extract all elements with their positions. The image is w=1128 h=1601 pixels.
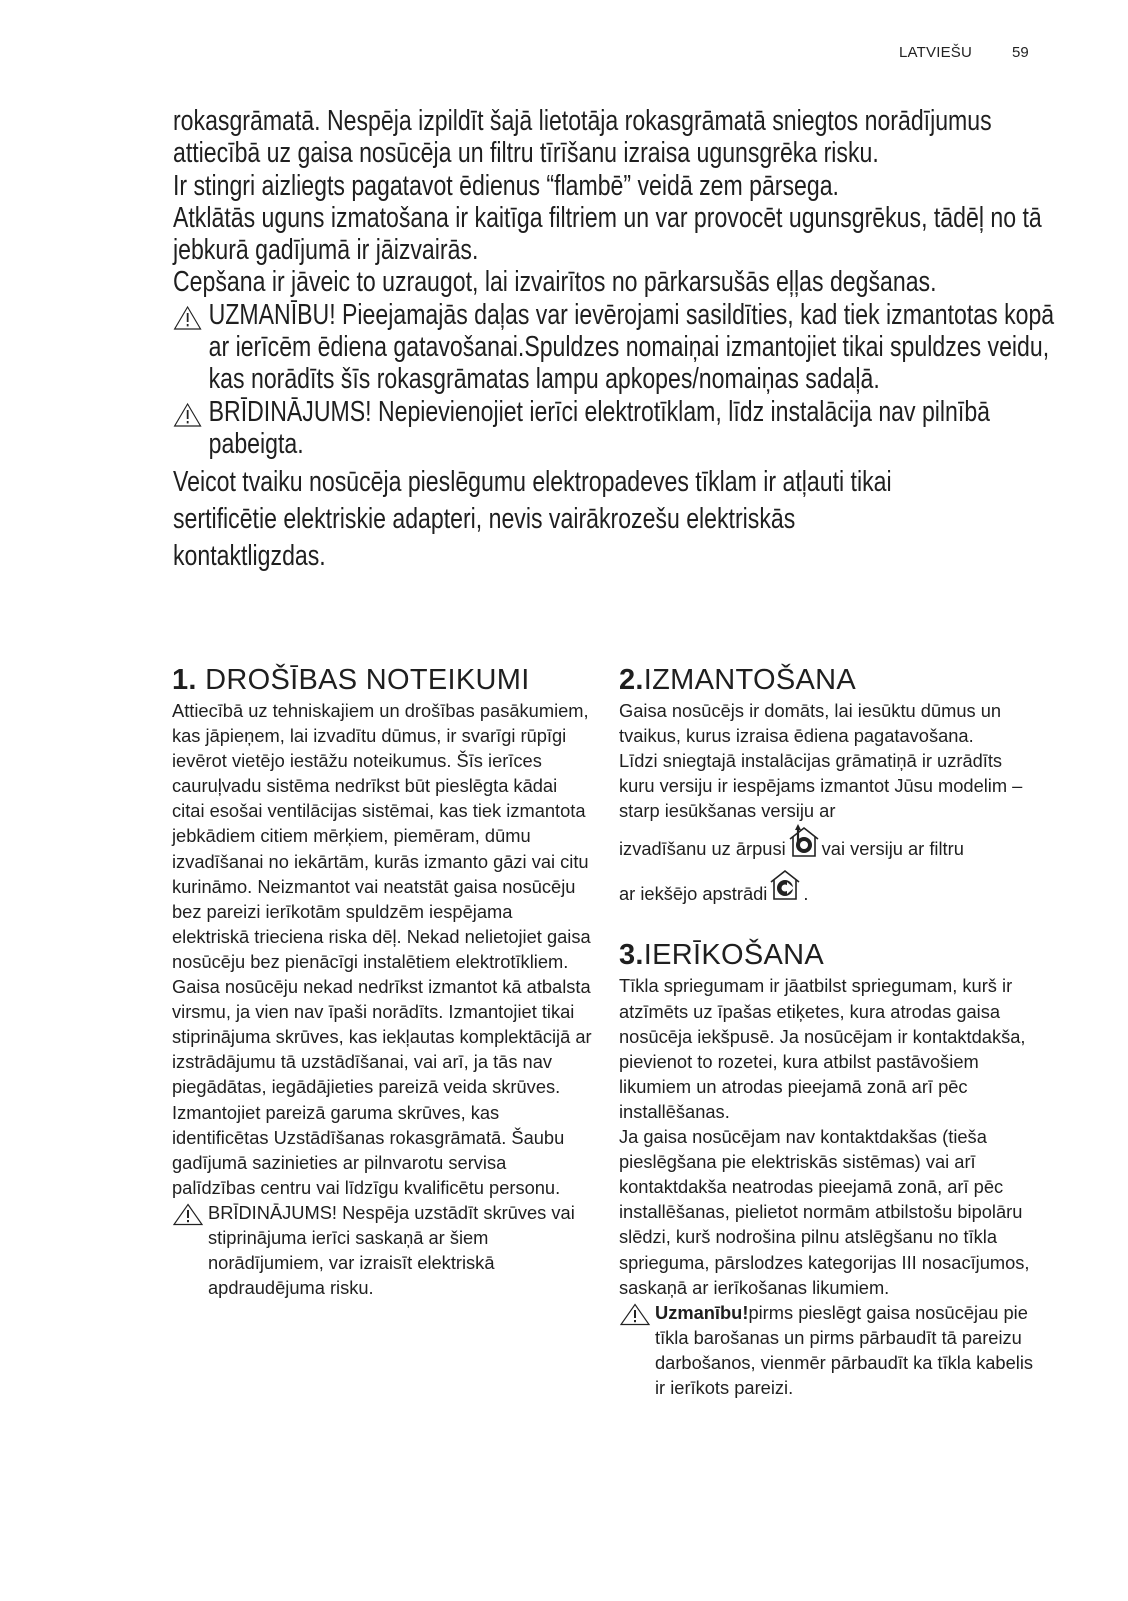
text-fragment: .: [803, 883, 809, 905]
intro-block: [173, 105, 1072, 575]
text-fragment: vai versiju ar filtru: [821, 838, 964, 860]
section-heading: [172, 662, 592, 698]
section-body: Gaisa nosūcējs ir domāts, lai iesūktu dūmus un tvaikus, kurus izraisa ēdiena pagatavošana.: [619, 700, 1002, 747]
warning-triangle-icon: [619, 1303, 651, 1326]
warning-text: BRĪDINĀJUMS! Nespēja uzstādīt skrūves vai stiprinājuma ierīci saskaņā ar šiem norādījumiem, var izraisīt elektriskā apdraudējuma risku.: [208, 1201, 575, 1299]
text-fragment: izvadīšanu uz ārpusi: [619, 838, 786, 860]
intro-paragraph: Ir stingri aizliegts pagatavot ēdienus “flambē” veidā zem pārsega.: [173, 169, 839, 202]
recirculation-house-icon: [768, 868, 802, 904]
section-usage-installation: [619, 662, 1039, 1400]
section-body: Līdzi sniegtajā instalācijas grāmatiņā ir uzrādīts kuru versiju ir iespējams izmantot Jūsu modelim – starp iesūkšanas versiju ar: [619, 750, 1023, 822]
section-body: Attiecībā uz tehniskajiem un drošības pasākumiem, kas jāpieņem, lai izvadītu dūmus, ir svarīgi rūpīgi ievērot vietējo iestāžu noteikumus. Šīs ierīces cauruļvadu sistēma nedrīkst būt pieslēgta kādai citai esošai ventilācijas sistēmai, kas tiek izmantota jebkādiem citiem mērķiem, piemēram, dūmu izvadīšanai no iekārtām, kurās izmanto gāzi vai citu kurināmo. Neizmantot vai neatstāt gaisa nosūcēju bez pareizi ierīkotām spuldzēm iespējama elektriskā trieciena riska dēļ. Nekad nelietojiet gaisa nosūcēju bez pienācīgi instalētiem elektrotīkliem. Gaisa nosūcēju nekad nedrīkst izmantot kā atbalsta virsmu, ja vien nav īpaši norādīts. Izmantojiet tikai stiprinājuma skrūves, kas iekļautas komplektācijā ar izstrādājumu tā uzstādīšanai, vai arī, ja tās nav piegādātas, iegādājieties pareizā veida skrūves. Izmantojiet pareizā garuma skrūves, kas identificētas Uzstādīšanas rokasgrāmatā. Šaubu gadījumā sazinieties ar pilnvarotu servisa palīdzības centru vai līdzīgu kvalificētu personu.: [172, 700, 592, 1198]
section-heading: [619, 662, 1039, 698]
warning-triangle-icon: [173, 305, 202, 331]
intro-paragraph: Cepšana ir jāveic to uzraugot, lai izvairītos no pārkarsušās eļļas degšanas.: [173, 266, 937, 299]
section-number: 1.: [172, 664, 197, 696]
intro-paragraph: Atklātās uguns izmatošana ir kaitīga filtriem un var provocēt ugunsgrēkus, tādēļ no tā jebkurā gadījumā ir jāizvairās.: [173, 201, 1042, 267]
warning-triangle-icon: [173, 402, 202, 428]
section-heading: [619, 937, 1039, 973]
warning-triangle-icon: [172, 1203, 204, 1226]
section-number: 3.: [619, 939, 644, 972]
safety-warning: [172, 1200, 592, 1300]
warning-text: UZMANĪBU! Pieejamajās daļas var ievērojami sasildīties, kad tiek izmantotas kopā ar ierīcēm ēdiena gatavošanai.Spuldzes nomaiņai izmantojiet tikai spuldzes veidu, kas norādīts šīs rokasgrāmatas lampu apkopes/nomaiņas sadaļā.: [208, 298, 1055, 396]
intro-warning: [173, 299, 1072, 396]
intro-paragraph: rokasgrāmatā. Nespēja izpildīt šajā lietotāja rokasgrāmatā sniegtos norādījumus attiecībā uz gaisa nosūcēja un filtru tīrīšanu izraisa ugunsgrēka risku.: [173, 105, 992, 170]
warning-text: BRĪDINĀJUMS! Nepievienojiet ierīci elektrotīklam, līdz instalācija nav pilnībā pabeigta.: [208, 395, 990, 460]
installation-warning: [619, 1300, 1039, 1400]
section-title: IERĪKOŠANA: [643, 939, 825, 972]
warning-text: [655, 1300, 1039, 1400]
intro-warning: [173, 396, 1072, 461]
intro-closing: Veicot tvaiku nosūcēja pieslēgumu elektropadeves tīklam ir atļauti tikai sertificētie elektriskie adapteri, nevis vairākrozešu elektriskās kontaktligzdas.: [173, 466, 892, 573]
language-label: LATVIEŠU: [899, 44, 973, 61]
exhaust-line: [619, 823, 1039, 868]
ducted-exhaust-house-icon: [787, 823, 821, 859]
section-number: 2.: [619, 664, 644, 696]
recirculation-line: [619, 868, 1039, 913]
section-body: Tīkla spriegumam ir jāatbilst spriegumam, kurš ir atzīmēts uz īpašas etiķetes, kura atrodas gaisa nosūcēja iekšpusē. Ja nosūcējam ir kontaktdakša, pievienot to rozetei, kura atbilst pastāvošiem likumiem un atrodas pieejamā zonā arī pēc installēšanas.: [619, 975, 1026, 1122]
section-safety: [172, 662, 592, 1300]
page-number: 59: [1012, 44, 1029, 61]
section-body: Ja gaisa nosūcējam nav kontaktdakšas (tieša pieslēgšana pie elektriskās sistēmas) vai arī kontaktdakša neatrodas pieejamā zonā, arī pēc installēšanas, pielietot normām atbilstošu bipolāru slēdzi, kurš nodrošina pilnu atslēgšanu no tīkla sprieguma, pārslodzes kategorijas III nosacījumos, saskaņā ar ierīkošanas likumiem.: [619, 1126, 1030, 1298]
section-title: DROŠĪBAS NOTEIKUMI: [196, 664, 530, 696]
warning-body: pirms pieslēgt gaisa nosūcējau pie tīkla barošanas un pirms pārbaudīt tā pareizu darbošanos, vienmēr pārbaudīt ka tīkla kabelis ir ierīkots pareizi.: [655, 1301, 1034, 1398]
text-fragment: ar iekšējo apstrādi: [619, 883, 768, 905]
warning-label: Uzmanību!: [655, 1301, 749, 1323]
section-title: IZMANTOŠANA: [643, 664, 857, 696]
